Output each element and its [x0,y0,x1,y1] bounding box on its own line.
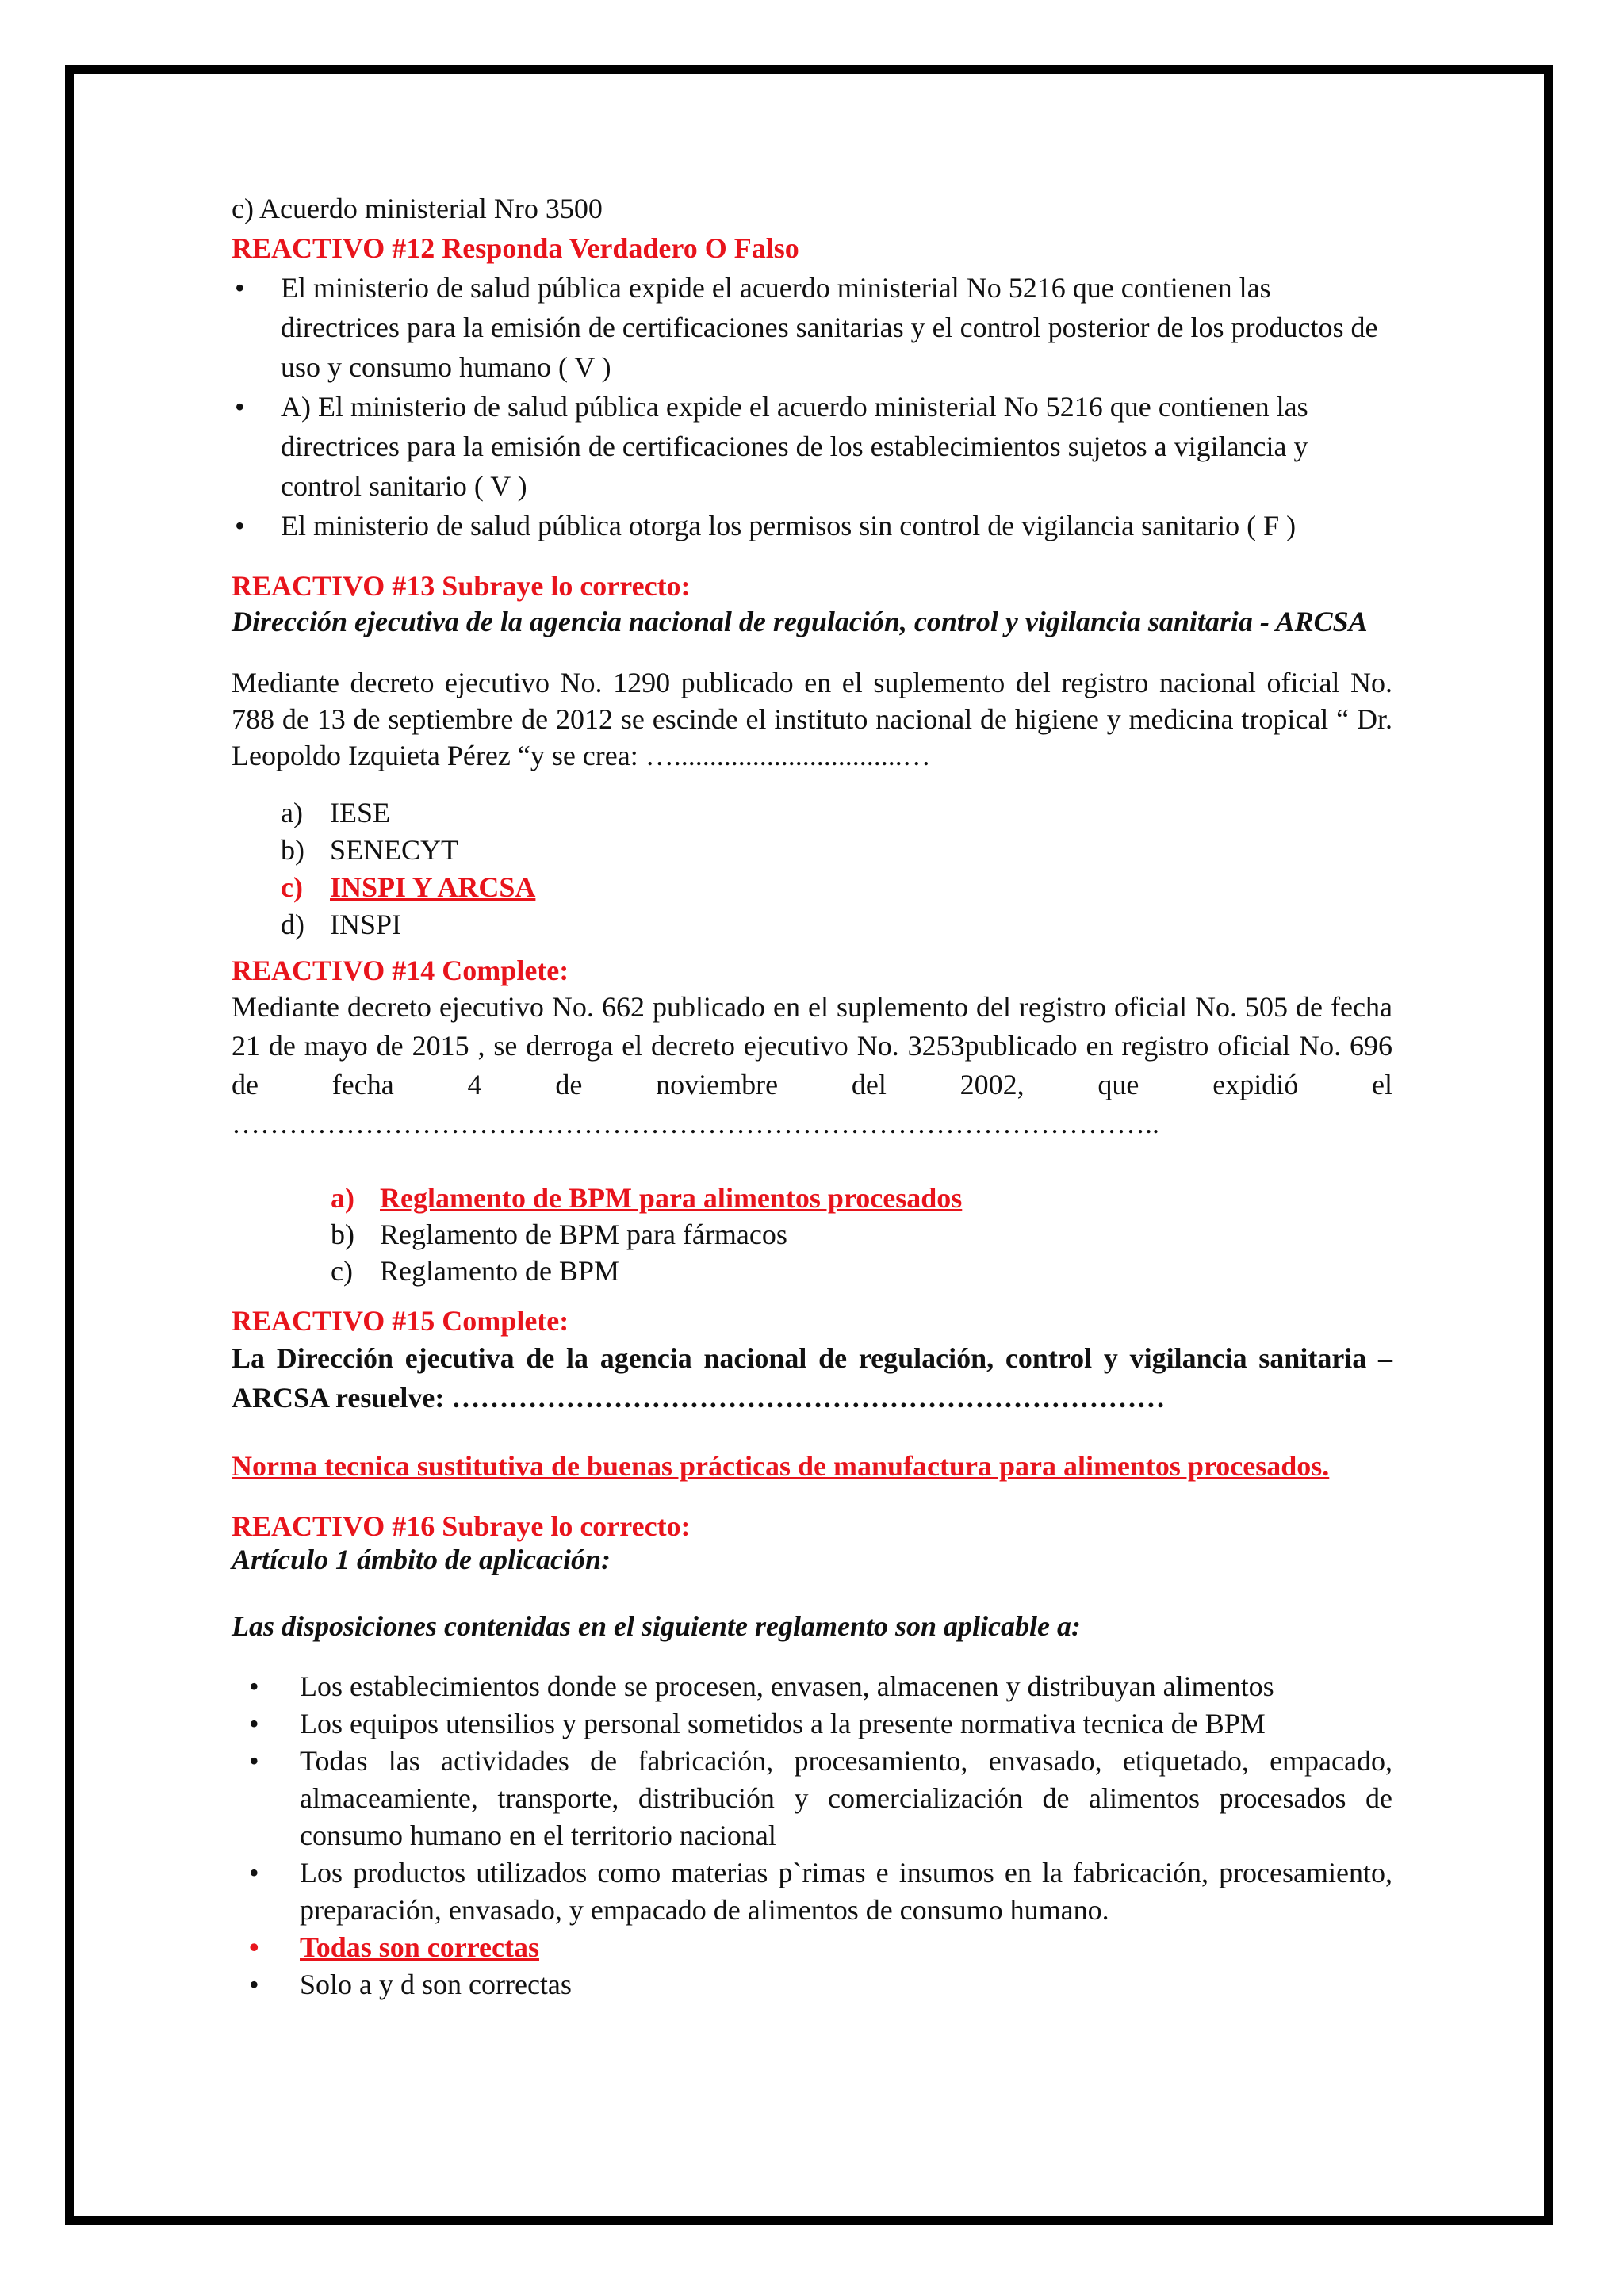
list-item: • Solo a y d son correctas [232,1966,1392,2003]
reactivo-16-question: Las disposiciones contenidas en el siguiente reglamento son aplicable a: [232,1610,1081,1642]
bullet-icon: • [249,1857,259,1888]
reactivo-16-title: REACTIVO #16 Subraye lo correcto: [232,1510,691,1542]
bullet-icon: • [235,510,245,541]
reactivo-12-title: REACTIVO #12 Responda Verdadero O Falso [232,232,799,264]
list-item-correct: • Todas son correctas [232,1929,1392,1966]
reactivo-15-statement: La Dirección ejecutiva de la agencia nacional de regulación, control y vigilancia sanitaria – ARCSA resuelve: ………………………………………………………………… [232,1342,1392,1414]
top-line: c) Acuerdo ministerial Nro 3500 [232,193,603,224]
option-b: b) Reglamento de BPM para fármacos [331,1219,787,1250]
bullet-icon: • [249,1969,259,2000]
reactivo-14-paragraph: Mediante decreto ejecutivo No. 662 publicado en el suplemento del registro oficial No. 505 de fecha 21 de mayo de 2015 , se derroga el decreto ejecutivo No. 3253publicado en registro oficial No. 696 de fecha 4 de noviembre del 2002, que expidió el …………………………………………………………………………………….. [232,991,1392,1139]
list-item: • El ministerio de salud pública expide el acuerdo ministerial No 5216 que contienen las directrices para la emisión de certificaciones sanitarias y el control posterior de los productos de uso y consumo humano ( V ) [232,268,1392,387]
bullet-icon: • [249,1670,259,1702]
bullet-icon: • [235,272,245,304]
list-item: • Los equipos utensilios y personal sometidos a la presente normativa tecnica de BPM [232,1705,1392,1743]
reactivo-13-paragraph: Mediante decreto ejecutivo No. 1290 publicado en el suplemento del registro nacional oficial No. 788 de 13 de septiembre de 2012 se escinde el instituto nacional de higiene y medicina tropical “ Dr. Leopoldo Izquieta Pérez “y se crea: …................................… [232,667,1392,771]
list-item: • El ministerio de salud pública otorga los permisos sin control de vigilancia sanitario ( F ) [232,506,1392,545]
reactivo-14-title: REACTIVO #14 Complete: [232,955,569,986]
option-a: a) IESE [281,797,390,828]
bullet-icon: • [249,1745,259,1777]
reactivo-15-answer: Norma tecnica sustitutiva de buenas prácticas de manufactura para alimentos procesados. [232,1450,1330,1482]
option-a-correct: a) Reglamento de BPM para alimentos procesados [331,1182,963,1214]
list-item: • Los productos utilizados como materias p`rimas e insumos en la fabricación, procesamiento, preparación, envasado, y empacado de alimentos de consumo humano. [232,1854,1392,1929]
option-b: b) SENECYT [281,834,458,866]
option-c: c) Reglamento de BPM [331,1255,619,1287]
reactivo-15-title: REACTIVO #15 Complete: [232,1305,569,1337]
reactivo-13-title: REACTIVO #13 Subraye lo correcto: [232,570,691,602]
option-d: d) INSPI [281,909,402,940]
document-body [232,189,1392,2003]
list-item: • A) El ministerio de salud pública expide el acuerdo ministerial No 5216 que contienen las directrices para la emisión de certificaciones de los establecimientos sujetos a vigilancia y control sanitario ( V ) [232,387,1392,506]
list-item: • Todas las actividades de fabricación, procesamiento, envasado, etiquetado, empacado, almaceamiente, transporte, distribución y comercialización de alimentos procesados de consumo humano en el territorio nacional [232,1743,1392,1854]
bullet-icon: • [249,1931,259,1963]
list-item: • Los establecimientos donde se procesen, envasen, almacenen y distribuyan alimentos [232,1668,1392,1705]
option-c-correct: c) INSPI Y ARCSA [281,871,536,903]
bullet-icon: • [235,391,245,423]
reactivo-13-subtitle: Dirección ejecutiva de la agencia nacional de regulación, control y vigilancia sanitaria - ARCSA [232,606,1368,637]
bullet-icon: • [249,1708,259,1739]
reactivo-16-subtitle: Artículo 1 ámbito de aplicación: [232,1544,611,1575]
